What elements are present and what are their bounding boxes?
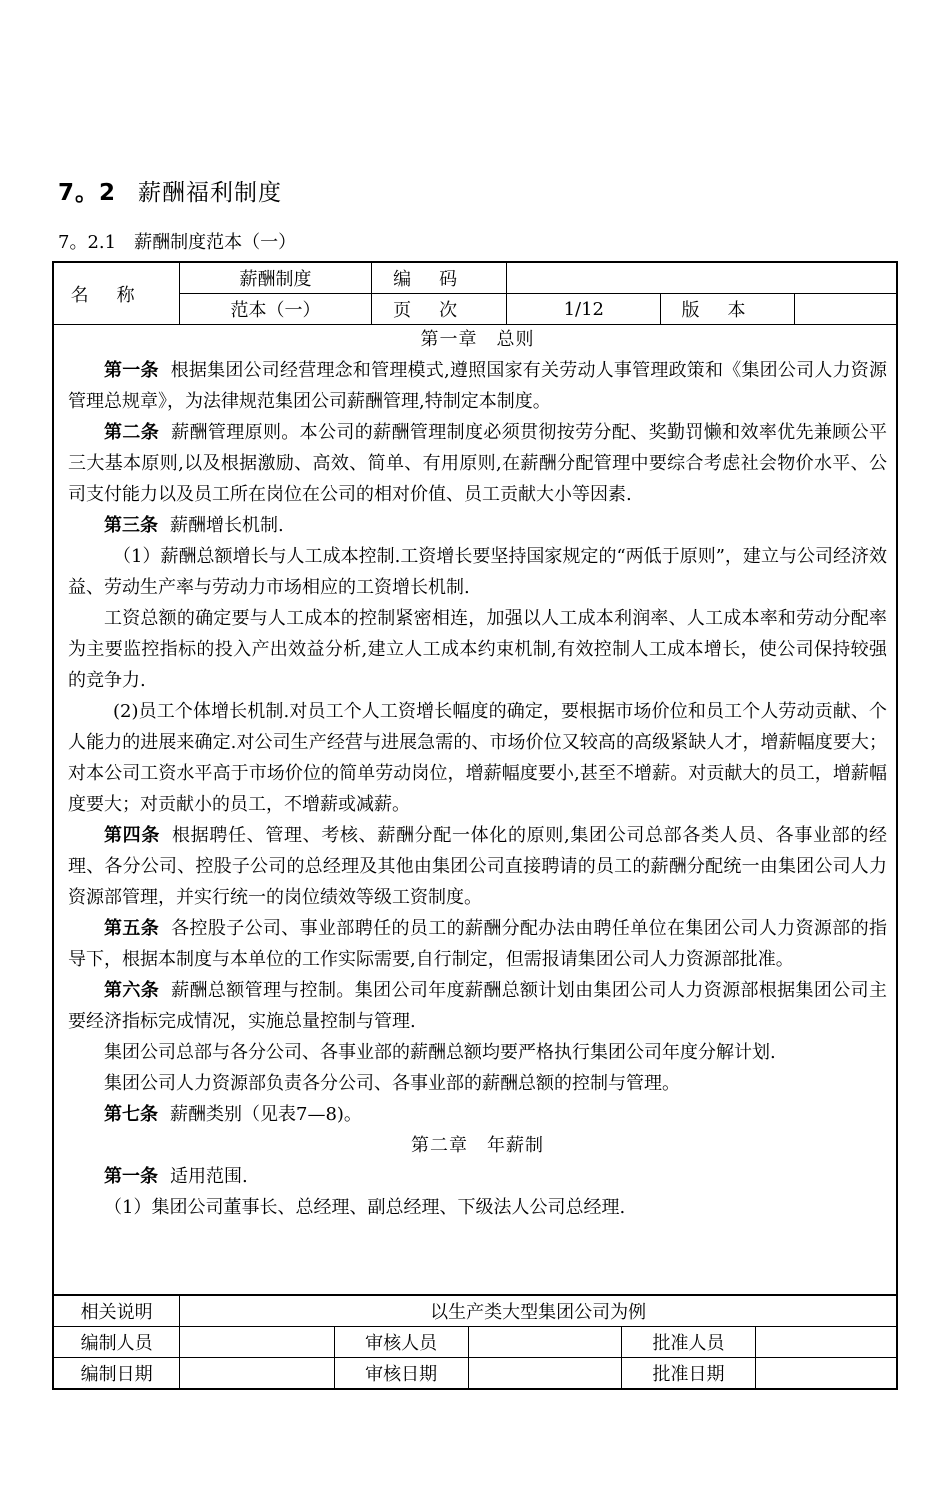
author-value-cell <box>180 1327 335 1358</box>
article-3-item-1: （1）薪酬总额增长与人工成本控制.工资增长要坚持国家规定的“两低于原则”，建立与公司经济效益、劳动生产率与劳动力市场相应的工资增长机制. <box>68 546 887 598</box>
approver-value-cell <box>755 1327 897 1358</box>
section-heading <box>58 174 282 207</box>
code-value-cell <box>507 262 897 294</box>
author-date-value-cell <box>180 1358 335 1390</box>
review-date-label-cell: 审核日期 <box>334 1358 468 1390</box>
version-label-cell: 版本 <box>661 294 795 325</box>
article-5: 第五条 各控股子公司、事业部聘任的员工的薪酬分配办法由聘任单位在集团公司人力资源部的指导下，根据本制度与本单位的工作实际需要,自行制定，但需报请集团公司人力资源部批准。 <box>68 918 888 970</box>
approve-date-label-cell: 批准日期 <box>622 1358 756 1390</box>
document-footer-table <box>52 1294 898 1390</box>
page-value-cell: 1/12 <box>507 294 661 325</box>
subsection-number: 7。2.1 <box>58 232 117 253</box>
approve-date-value-cell <box>755 1358 897 1390</box>
code-label-cell: 编码 <box>371 262 507 294</box>
author-label-cell: 编制人员 <box>53 1327 180 1358</box>
subsection-heading <box>58 228 296 254</box>
page-label-cell: 页次 <box>371 294 507 325</box>
article-7: 第七条 薪酬类别（见表7—8)。 <box>104 1104 362 1125</box>
chapter-2-article-1: 第一条 适用范围. <box>104 1166 248 1187</box>
article-6-paragraph-2: 集团公司人力资源部负责各分公司、各事业部的薪酬总额的控制与管理。 <box>104 1073 680 1094</box>
chapter-title: 第二章 年薪制 <box>411 1135 544 1156</box>
reviewer-value-cell <box>468 1327 622 1358</box>
document-body <box>52 324 898 1296</box>
article-1: 第一条 根据集团公司经营理念和管理模式,遵照国家有关劳动人事管理政策和《集团公司人力资源管理总规章》，为法律规范集团公司薪酬管理,特制定本制度。 <box>68 360 888 412</box>
section-number: 7。2 <box>58 180 117 206</box>
review-date-value-cell <box>468 1358 622 1390</box>
article-6-paragraph-1: 集团公司总部与各分公司、各事业部的薪酬总额均要严格执行集团公司年度分解计划. <box>104 1042 776 1063</box>
reviewer-label-cell: 审核人员 <box>334 1327 468 1358</box>
name-label-cell: 名称 <box>53 262 180 325</box>
doc-name-line2: 范本（一） <box>180 294 372 325</box>
subsection-title: 薪酬制度范本（一） <box>134 232 297 253</box>
chapter-2-article-1-item-1: （1）集团公司董事长、总经理、副总经理、下级法人公司总经理. <box>104 1197 626 1218</box>
doc-name-line1: 薪酬制度 <box>180 262 372 294</box>
document-header-table <box>52 261 898 325</box>
article-3-paragraph: 工资总额的确定要与人工成本的控制紧密相连，加强以人工成本利润率、人工成本率和劳动分配率为主要监控指标的投入产出效益分析,建立人工成本约束机制,有效控制人工成本增长，使公司保持较强的竞争力. <box>68 608 887 691</box>
chapter-title: 第一章 总则 <box>420 329 535 350</box>
approver-label-cell: 批准人员 <box>622 1327 756 1358</box>
article-3: 第三条 薪酬增长机制. <box>104 515 284 536</box>
article-6: 第六条 薪酬总额管理与控制。集团公司年度薪酬总额计划由集团公司人力资源部根据集团公司主要经济指标完成情况，实施总量控制与管理. <box>68 980 888 1032</box>
article-4: 第四条 根据聘任、管理、考核、薪酬分配一体化的原则,集团公司总部各类人员、各事业部的经理、各分公司、控股子公司的总经理及其他由集团公司直接聘请的员工的薪酬分配统一由集团公司人力资源部管理，并实行统一的岗位绩效等级工资制度。 <box>68 825 888 908</box>
version-value-cell <box>794 294 897 325</box>
author-date-label-cell: 编制日期 <box>53 1358 180 1390</box>
note-value-cell: 以生产类大型集团公司为例 <box>180 1295 897 1327</box>
article-2: 第二条 薪酬管理原则。本公司的薪酬管理制度必须贯彻按劳分配、奖勤罚懒和效率优先兼顾公平三大基本原则,以及根据激励、高效、简单、有用原则,在薪酬分配管理中要综合考虑社会物价水平、公司支付能力以及员工所在岗位在公司的相对价值、员工贡献大小等因素. <box>68 422 888 505</box>
note-label-cell: 相关说明 <box>53 1295 180 1327</box>
section-title: 薪酬福利制度 <box>138 180 283 206</box>
article-3-item-2: (2)员工个体增长机制.对员工个人工资增长幅度的确定，要根据市场价位和员工个人劳动贡献、个人能力的进展来确定.对公司生产经营与进展急需的、市场价位又较高的高级紧缺人才，增薪幅度要大；对本公司工资水平高于市场价位的简单劳动岗位，增薪幅度要小,甚至不增薪。对贡献大的员工，增薪幅度要大；对贡献小的员工，不增薪或减薪。 <box>68 701 887 815</box>
